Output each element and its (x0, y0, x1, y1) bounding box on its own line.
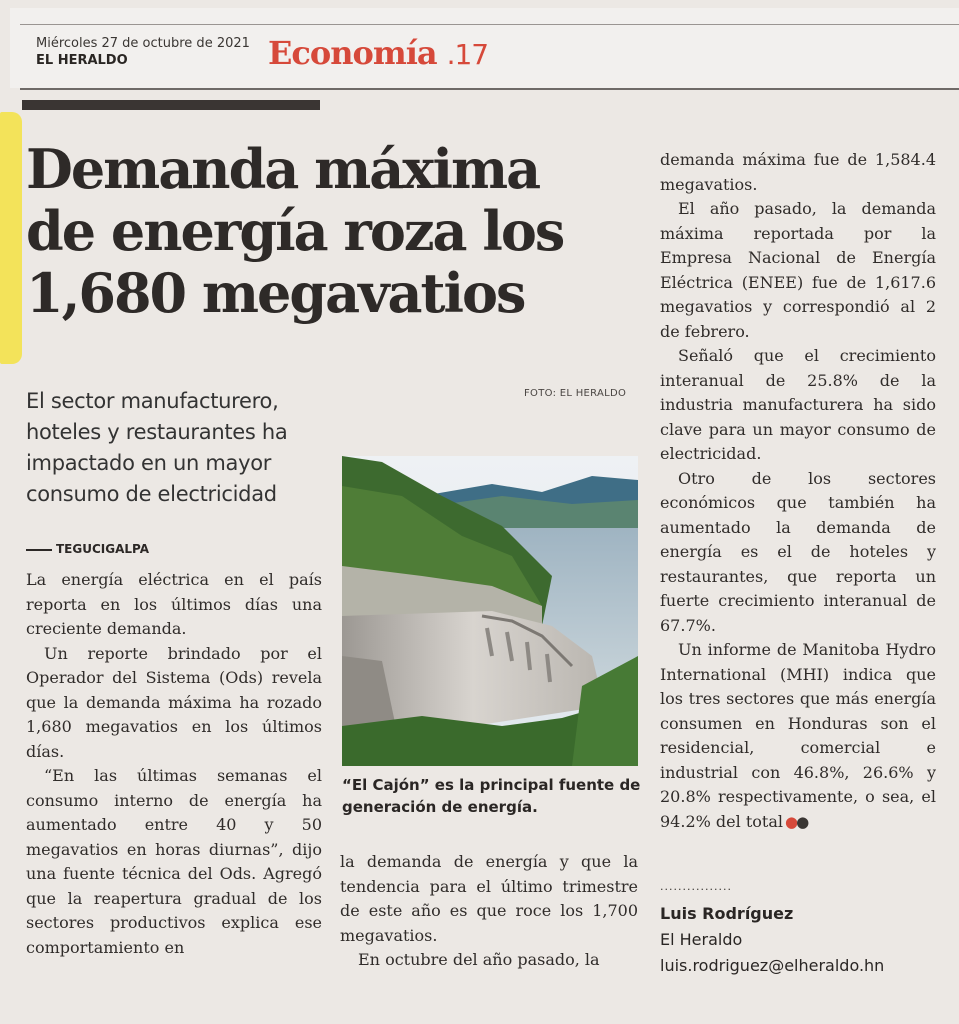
header-bottom-rule (20, 88, 959, 90)
section-name: Economía (268, 34, 437, 72)
end-of-article-icon: ●● (784, 812, 808, 831)
dam-photo (342, 456, 638, 766)
body-column-2 (340, 850, 638, 973)
photo-credit: FOTO: EL HERALDO (524, 388, 627, 399)
paragraph: “En las últimas semanas el consumo interno de energía ha aumentado entre 40 y 50 megavatios en horas diurnas”, dijo una fuente técnica del Ods. Agregó que la reapertura gradual de los sectores productivos explica ese comportamiento en (26, 766, 322, 957)
headline-line: 1,680 megavatios (26, 261, 525, 325)
headline-line: de energía roza los (26, 199, 564, 263)
headline-kicker-bar (22, 100, 320, 110)
page-number: .17 (446, 38, 489, 71)
paragraph-text: Un informe de Manitoba Hydro International (MHI) indica que los tres sectores que más energía consumen en Honduras son el residencial, comercial e industrial con 46.8%, 26.6% y 20.8% respectivamente, o sea, el 94.2% del total (660, 640, 936, 831)
paragraph: La energía eléctrica en el país reporta en los últimos días una creciente demanda. (26, 570, 322, 638)
headline-line: Demanda máxima (26, 137, 540, 201)
body-column-1 (26, 568, 322, 960)
paragraph: Un reporte brindado por el Operador del Sistema (Ods) revela que la demanda máxima ha rozado 1,680 megavatios en los últimos días. (26, 643, 322, 761)
dateline-city: TEGUCIGALPA (56, 542, 150, 556)
article-subhead: El sector manufacturero, hoteles y restaurantes ha impactado en un mayor consumo de electricidad (26, 389, 288, 506)
body-column-3 (660, 148, 936, 834)
header-top-rule (20, 24, 959, 25)
paragraph: demanda máxima fue de 1,584.4 megavatios. (660, 150, 936, 194)
paragraph: En octubre del año pasado, la (358, 950, 600, 969)
paragraph: Señaló que el crecimiento interanual de 25.8% de la industria manufacturera ha sido clave para un mayor consumo de electricidad. (660, 346, 936, 463)
paragraph: Otro de los sectores económicos que también ha aumentado la demanda de energía es el de hoteles y restaurantes, que reporta un fuerte crecimiento interanual de 67.7%. (660, 468, 936, 635)
highlighter-mark (0, 112, 22, 364)
paragraph-final (660, 638, 936, 834)
photo-caption: “El Cajón” es la principal fuente de generación de energía. (342, 776, 641, 816)
newspaper-name: EL HERALDO (36, 53, 128, 68)
author-email: luis.rodriguez@elheraldo.hn (660, 956, 885, 975)
author-name: Luis Rodríguez (660, 904, 794, 923)
el-cajon-dam-illustration (342, 456, 638, 766)
paragraph: la demanda de energía y que la tendencia para el último trimestre de este año es que roce los 1,700 megavatios. (340, 852, 638, 945)
article-headline (26, 138, 636, 324)
signature-dotted-rule: ................ (660, 880, 732, 893)
section-title (268, 34, 488, 72)
paragraph: El año pasado, la demanda máxima reportada por la Empresa Nacional de Energía Eléctrica (ENEE) fue de 1,617.6 megavatios y correspondió al 2 de febrero. (660, 199, 936, 341)
dateline (26, 542, 149, 556)
issue-date: Miércoles 27 de octubre de 2021 (36, 36, 250, 51)
dateline-dash (26, 549, 52, 551)
author-organization: El Heraldo (660, 930, 743, 949)
